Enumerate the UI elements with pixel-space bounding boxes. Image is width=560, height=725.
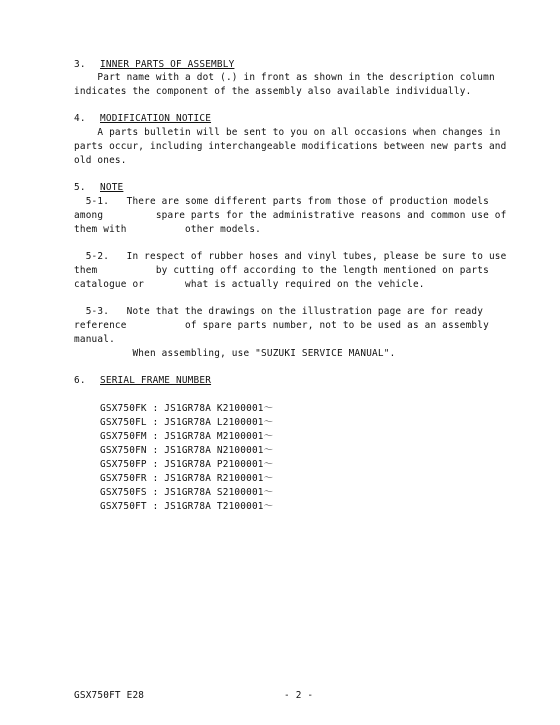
serial-row: GSX750FT : JS1GR78A T2100001～ <box>100 501 274 512</box>
section-4-title: MODIFICATION NOTICE <box>100 113 212 124</box>
section-5-number: 5. <box>74 182 86 193</box>
note-5-2-line-3: catalogue or what is actually required on the vehicle. <box>74 279 425 290</box>
note-5-2-line-1: 5-2. In respect of rubber hoses and vinyl tubes, please be sure to use <box>74 251 507 262</box>
serial-row: GSX750FL : JS1GR78A L2100001～ <box>100 417 274 428</box>
note-5-1-line-1: 5-1. There are some different parts from those of production models <box>74 196 489 207</box>
note-5-3-line-2: reference of spare parts number, not to be used as an assembly <box>74 320 489 331</box>
section-5-title: NOTE <box>100 182 124 193</box>
serial-row: GSX750FN : JS1GR78A N2100001～ <box>100 445 274 456</box>
section-4-line-1: A parts bulletin will be sent to you on all occasions when changes in <box>74 127 501 138</box>
note-5-3-line-4: When assembling, use "SUZUKI SERVICE MANUAL". <box>74 348 396 359</box>
serial-row: GSX750FR : JS1GR78A R2100001～ <box>100 473 274 484</box>
note-5-2-line-2: them by cutting off according to the length mentioned on parts <box>74 265 489 276</box>
note-5-3-line-3: manual. <box>74 334 115 345</box>
note-5-1-line-3: them with other models. <box>74 224 262 235</box>
section-3-title: INNER PARTS OF ASSEMBLY <box>100 59 235 70</box>
footer-model-code: GSX750FT E28 <box>74 690 145 701</box>
note-5-3-line-1: 5-3. Note that the drawings on the illustration page are for ready <box>74 306 484 317</box>
serial-row: GSX750FM : JS1GR78A M2100001～ <box>100 431 274 442</box>
section-3-line-1: Part name with a dot (.) in front as shown in the description column <box>74 72 495 83</box>
serial-row: GSX750FP : JS1GR78A P2100001～ <box>100 459 274 470</box>
serial-row: GSX750FS : JS1GR78A S2100001～ <box>100 487 274 498</box>
section-4-line-3: old ones. <box>74 155 127 166</box>
note-5-1-line-2: among spare parts for the administrative reasons and common use of <box>74 210 507 221</box>
serial-row: GSX750FK : JS1GR78A K2100001～ <box>100 403 274 414</box>
page-number: - 2 - <box>284 690 314 701</box>
section-6-title: SERIAL FRAME NUMBER <box>100 375 212 386</box>
section-4-number: 4. <box>74 113 86 124</box>
section-3-number: 3. <box>74 59 86 70</box>
section-4-line-2: parts occur, including interchangeable modifications between new parts and <box>74 141 507 152</box>
section-3-line-2: indicates the component of the assembly also available individually. <box>74 86 472 97</box>
section-6-number: 6. <box>74 375 86 386</box>
